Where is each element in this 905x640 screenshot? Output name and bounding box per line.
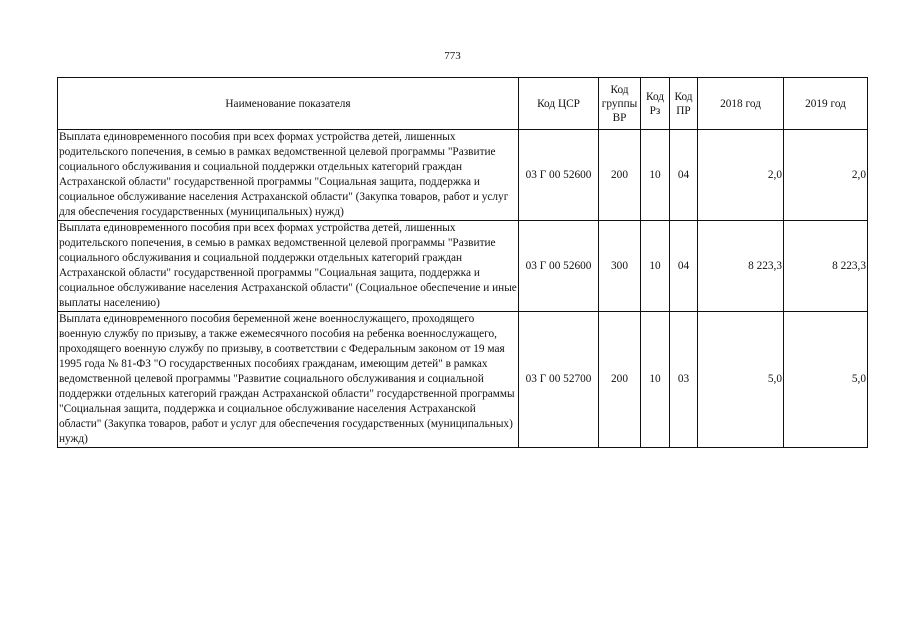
row-rz: 10 <box>641 130 670 221</box>
row-pr: 04 <box>670 130 698 221</box>
page-number: 773 <box>444 50 461 62</box>
table-row <box>58 312 868 448</box>
row-name: Выплата единовременного пособия при всех формах устройства детей, лишенных родительского попечения, в семью в рамках ведомственной целевой программы "Развитие социального обслуживания и социальной поддержки отдельных категорий граждан Астраханской области" государственной программы "Социальная защита, поддержка и социальное обслуживание населения Астраханской области" (Социальное обеспечение и иные выплаты населению) <box>58 221 519 312</box>
header-year-2018: 2018 год <box>698 78 784 130</box>
header-pr: Код ПР <box>670 78 698 130</box>
row-csr: 03 Г 00 52600 <box>519 221 599 312</box>
row-name: Выплата единовременного пособия при всех формах устройства детей, лишенных родительского попечения, в семью в рамках ведомственной целевой программы "Развитие социального обслуживания и социальной поддержки отдельных категорий граждан Астраханской области" государственной программы "Социальная защита, поддержка и социальное обслуживание населения Астраханской области" (Закупка товаров, работ и услуг для обеспечения государственных (муниципальных) нужд) <box>58 130 519 221</box>
row-value-2018: 2,0 <box>698 130 784 221</box>
row-name: Выплата единовременного пособия беременной жене военнослужащего, проходящего военную службу по призыву, а также ежемесячного пособия на ребенка военнослужащего, проходящего военную службу по призыву, в соответствии с Федеральным законом от 19 мая 1995 года № 81-ФЗ "О государственных пособиях гражданам, имеющим детей" в рамках ведомственной целевой программы "Развитие социального обслуживания и социальной поддержки отдельных категорий граждан Астраханской области" государственной программы "Социальная защита, поддержка и социальное обслуживание населения Астраханской области" (Закупка товаров, работ и услуг для обеспечения государственных (муниципальных) нужд) <box>58 312 519 448</box>
row-csr: 03 Г 00 52600 <box>519 130 599 221</box>
row-csr: 03 Г 00 52700 <box>519 312 599 448</box>
row-value-2019: 8 223,3 <box>784 221 868 312</box>
budget-table <box>57 77 868 448</box>
row-rz: 10 <box>641 221 670 312</box>
row-value-2018: 8 223,3 <box>698 221 784 312</box>
row-vr: 200 <box>599 130 641 221</box>
row-value-2019: 2,0 <box>784 130 868 221</box>
row-value-2018: 5,0 <box>698 312 784 448</box>
header-csr: Код ЦСР <box>519 78 599 130</box>
row-vr: 300 <box>599 221 641 312</box>
row-value-2019: 5,0 <box>784 312 868 448</box>
header-year-2019: 2019 год <box>784 78 868 130</box>
table-row <box>58 130 868 221</box>
row-rz: 10 <box>641 312 670 448</box>
row-pr: 04 <box>670 221 698 312</box>
header-rz: Код Рз <box>641 78 670 130</box>
table-row <box>58 221 868 312</box>
header-vr: Код группы ВР <box>599 78 641 130</box>
header-name: Наименование показателя <box>58 78 519 130</box>
table-header-row <box>58 78 868 130</box>
row-vr: 200 <box>599 312 641 448</box>
row-pr: 03 <box>670 312 698 448</box>
